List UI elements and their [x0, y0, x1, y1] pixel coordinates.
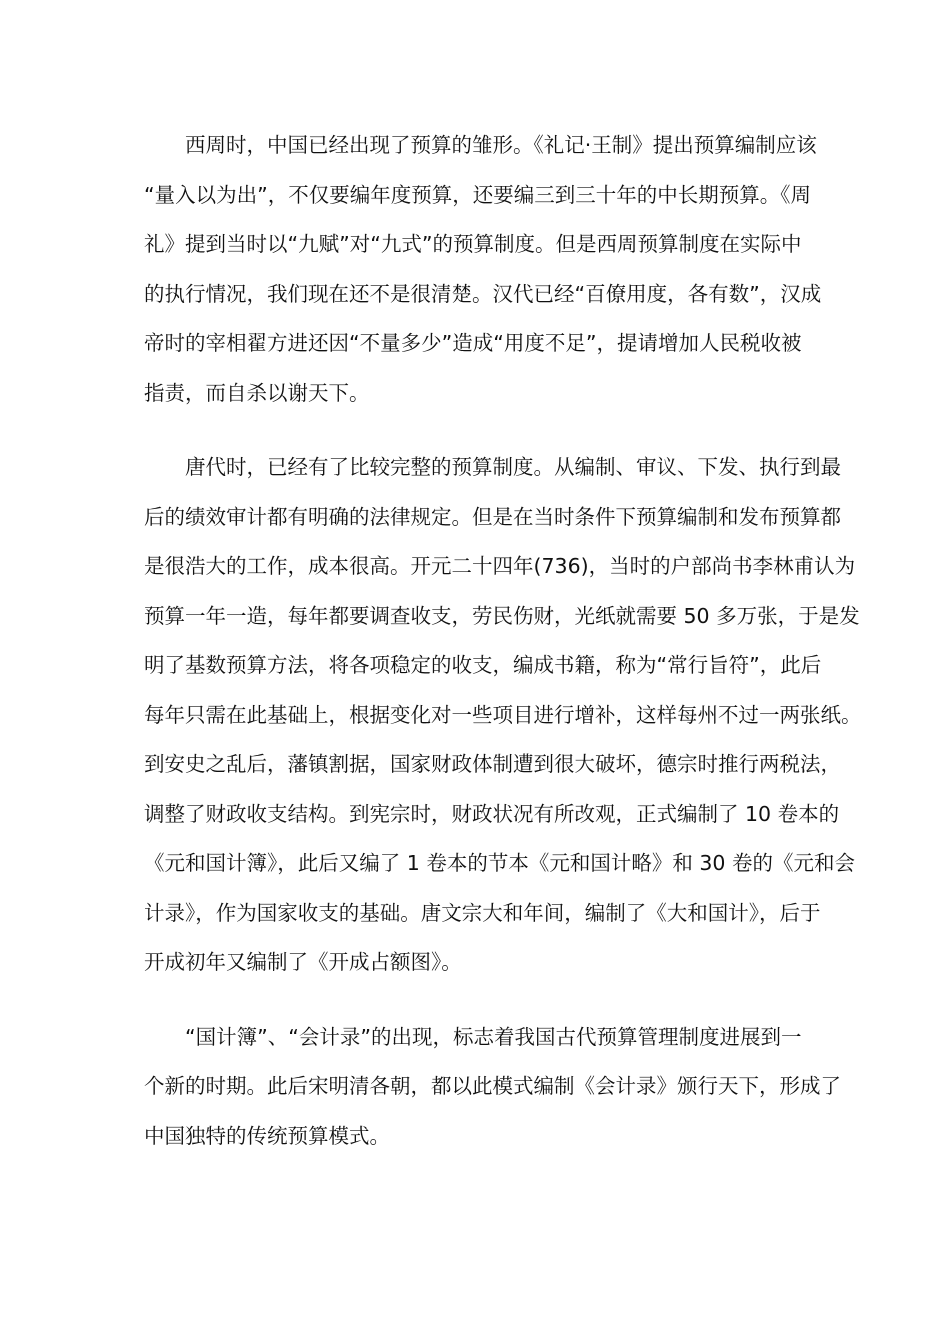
text-line: 每年只需在此基础上，根据变化对一些项目进行增补，这样每州不过一两张纸。 [144, 702, 862, 727]
text-line: 后的绩效审计都有明确的法律规定。但是在当时条件下预算编制和发布预算都 [144, 504, 841, 529]
document-page [144, 121, 862, 1161]
text-line: 西周时，中国已经出现了预算的雏形。《礼记·王制》提出预算编制应该 [185, 133, 817, 157]
text-line: “国计簿”、“会计录”的出现，标志着我国古代预算管理制度进展到一 [185, 1024, 802, 1049]
paragraph-budget-records [144, 1013, 841, 1162]
text-line: 指责，而自杀以谢天下。 [144, 380, 370, 405]
paragraph-western-zhou [144, 121, 822, 418]
text-line: 明了基数预算方法，将各项稳定的收支，编成书籍，称为“常行旨符”，此后 [144, 653, 822, 677]
text-line: 帝时的宰相翟方进还因“不量多少”造成“用度不足”，提请增加人民税收被 [144, 331, 802, 355]
text-line: 是很浩大的工作，成本很高。开元二十四年(736)，当时的户部尚书李林甫认为 [144, 554, 856, 578]
text-line: 计录》，作为国家收支的基础。唐文宗大和年间，编制了《大和国计》，后于 [144, 900, 821, 925]
text-line: 的执行情况，我们现在还不是很清楚。汉代已经“百僚用度，各有数”，汉成 [144, 281, 822, 306]
text-line: 唐代时，已经有了比较完整的预算制度。从编制、审议、下发、执行到最 [185, 455, 841, 479]
text-line: 到安史之乱后，藩镇割据，国家财政体制遭到很大破坏，德宗时推行两税法， [144, 752, 841, 776]
text-line: “量入以为出”，不仅要编年度预算，还要编三到三十年的中长期预算。《周 [144, 182, 811, 207]
text-line: 中国独特的传统预算模式。 [144, 1123, 390, 1148]
text-line: 礼》提到当时以“九赋”对“九式”的预算制度。但是西周预算制度在实际中 [144, 232, 802, 256]
text-line: 开成初年又编制了《开成占额图》。 [144, 950, 462, 974]
text-line: 预算一年一造，每年都要调查收支，劳民伤财，光纸就需要 50 多万张，于是发 [144, 603, 860, 628]
text-line: 个新的时期。此后宋明清各朝，都以此模式编制《会计录》颁行天下，形成了 [144, 1074, 841, 1098]
text-line: 调整了财政收支结构。到宪宗时，财政状况有所改观，正式编制了 10 卷本的 [144, 801, 840, 826]
text-line: 《元和国计簿》，此后又编了 1 卷本的节本《元和国计略》和 30 卷的《元和会 [144, 851, 855, 875]
paragraph-tang-dynasty [144, 443, 862, 988]
